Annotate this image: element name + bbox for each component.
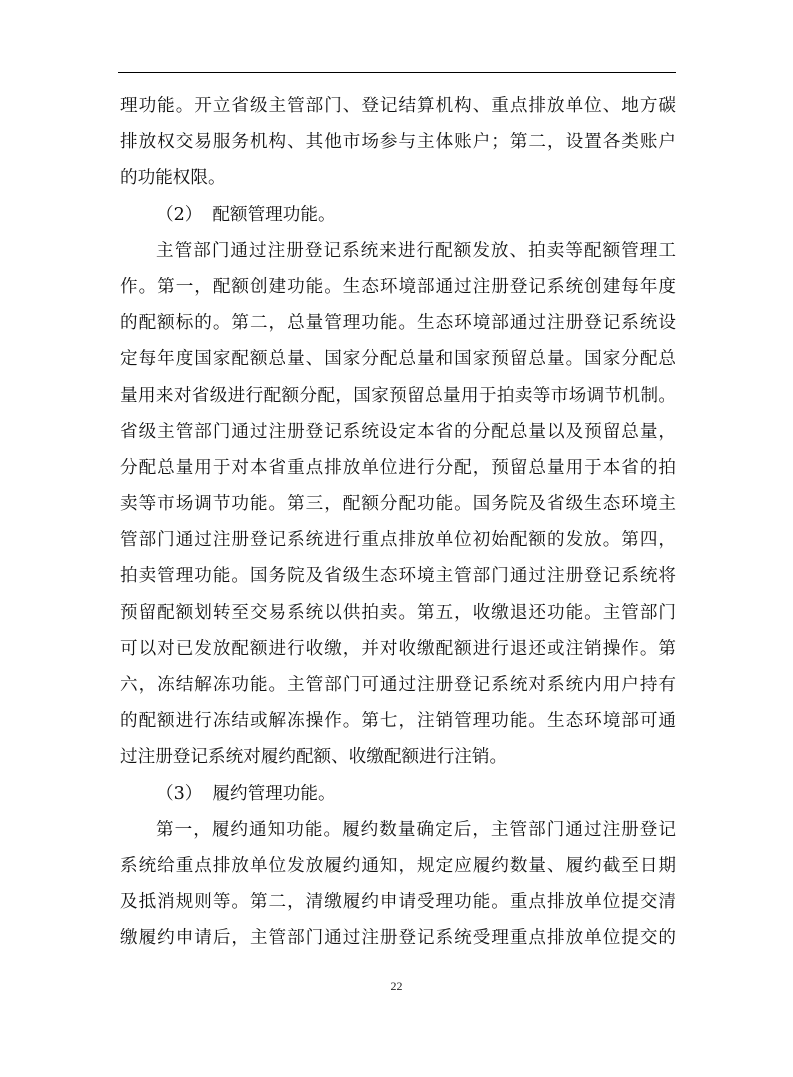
text-line: 量用来对省级进行配额分配，国家预留总量用于拍卖等市场调节机制。 bbox=[120, 385, 676, 406]
section-number: （3） bbox=[156, 783, 203, 804]
text-line: 排放权交易服务机构、其他市场参与主体账户；第二，设置各类账户 bbox=[120, 132, 676, 153]
text-line: 主管部门通过注册登记系统来进行配额发放、拍卖等配额管理工 bbox=[156, 240, 676, 261]
text-line: 可以对已发放配额进行收缴，并对收缴配额进行退还或注销操作。第 bbox=[120, 638, 676, 659]
page-number: 22 bbox=[390, 979, 403, 993]
text-line: 缴履约申请后，主管部门通过注册登记系统受理重点排放单位提交的 bbox=[120, 928, 676, 949]
section-title: 配额管理功能。 bbox=[212, 204, 336, 225]
text-line: 的功能权限。 bbox=[120, 168, 226, 189]
text-line: 省级主管部门通过注册登记系统设定本省的分配总量以及预留总量， bbox=[120, 421, 676, 442]
text-line: 预留配额划转至交易系统以供拍卖。第五，收缴退还功能。主管部门 bbox=[120, 602, 676, 623]
section-heading bbox=[120, 197, 676, 233]
text-line: 系统给重点排放单位发放履约通知，规定应履约数量、履约截至日期 bbox=[120, 855, 676, 876]
document-body bbox=[120, 88, 676, 957]
section-number: （2） bbox=[156, 204, 203, 225]
text-line: 的配额进行冻结或解冻操作。第七，注销管理功能。生态环境部可通 bbox=[120, 711, 676, 732]
text-line: 过注册登记系统对履约配额、收缴配额进行注销。 bbox=[120, 747, 508, 768]
text-line: 卖等市场调节功能。第三，配额分配功能。国务院及省级生态环境主 bbox=[120, 494, 676, 515]
text-line: 理功能。开立省级主管部门、登记结算机构、重点排放单位、地方碳 bbox=[120, 96, 676, 116]
text-line: 定每年度国家配额总量、国家分配总量和国家预留总量。国家分配总 bbox=[120, 349, 676, 370]
text-line: 的配额标的。第二，总量管理功能。生态环境部通过注册登记系统设 bbox=[120, 313, 676, 334]
text-line: 及抵消规则等。第二，清缴履约申请受理功能。重点排放单位提交清 bbox=[120, 892, 676, 913]
text-line: 作。第一，配额创建功能。生态环境部通过注册登记系统创建每年度 bbox=[120, 276, 676, 297]
text-line: 拍卖管理功能。国务院及省级生态环境主管部门通过注册登记系统将 bbox=[120, 566, 676, 587]
section-title: 履约管理功能。 bbox=[212, 783, 336, 804]
header-rule bbox=[118, 72, 676, 73]
text-line: 第一，履约通知功能。履约数量确定后，主管部门通过注册登记 bbox=[156, 819, 676, 840]
text-line: 分配总量用于对本省重点排放单位进行分配，预留总量用于本省的拍 bbox=[120, 457, 676, 478]
text-line: 管部门通过注册登记系统进行重点排放单位初始配额的发放。第四， bbox=[120, 530, 676, 551]
text-line: 六，冻结解冻功能。主管部门可通过注册登记系统对系统内用户持有 bbox=[120, 675, 676, 695]
section-heading bbox=[120, 776, 676, 812]
